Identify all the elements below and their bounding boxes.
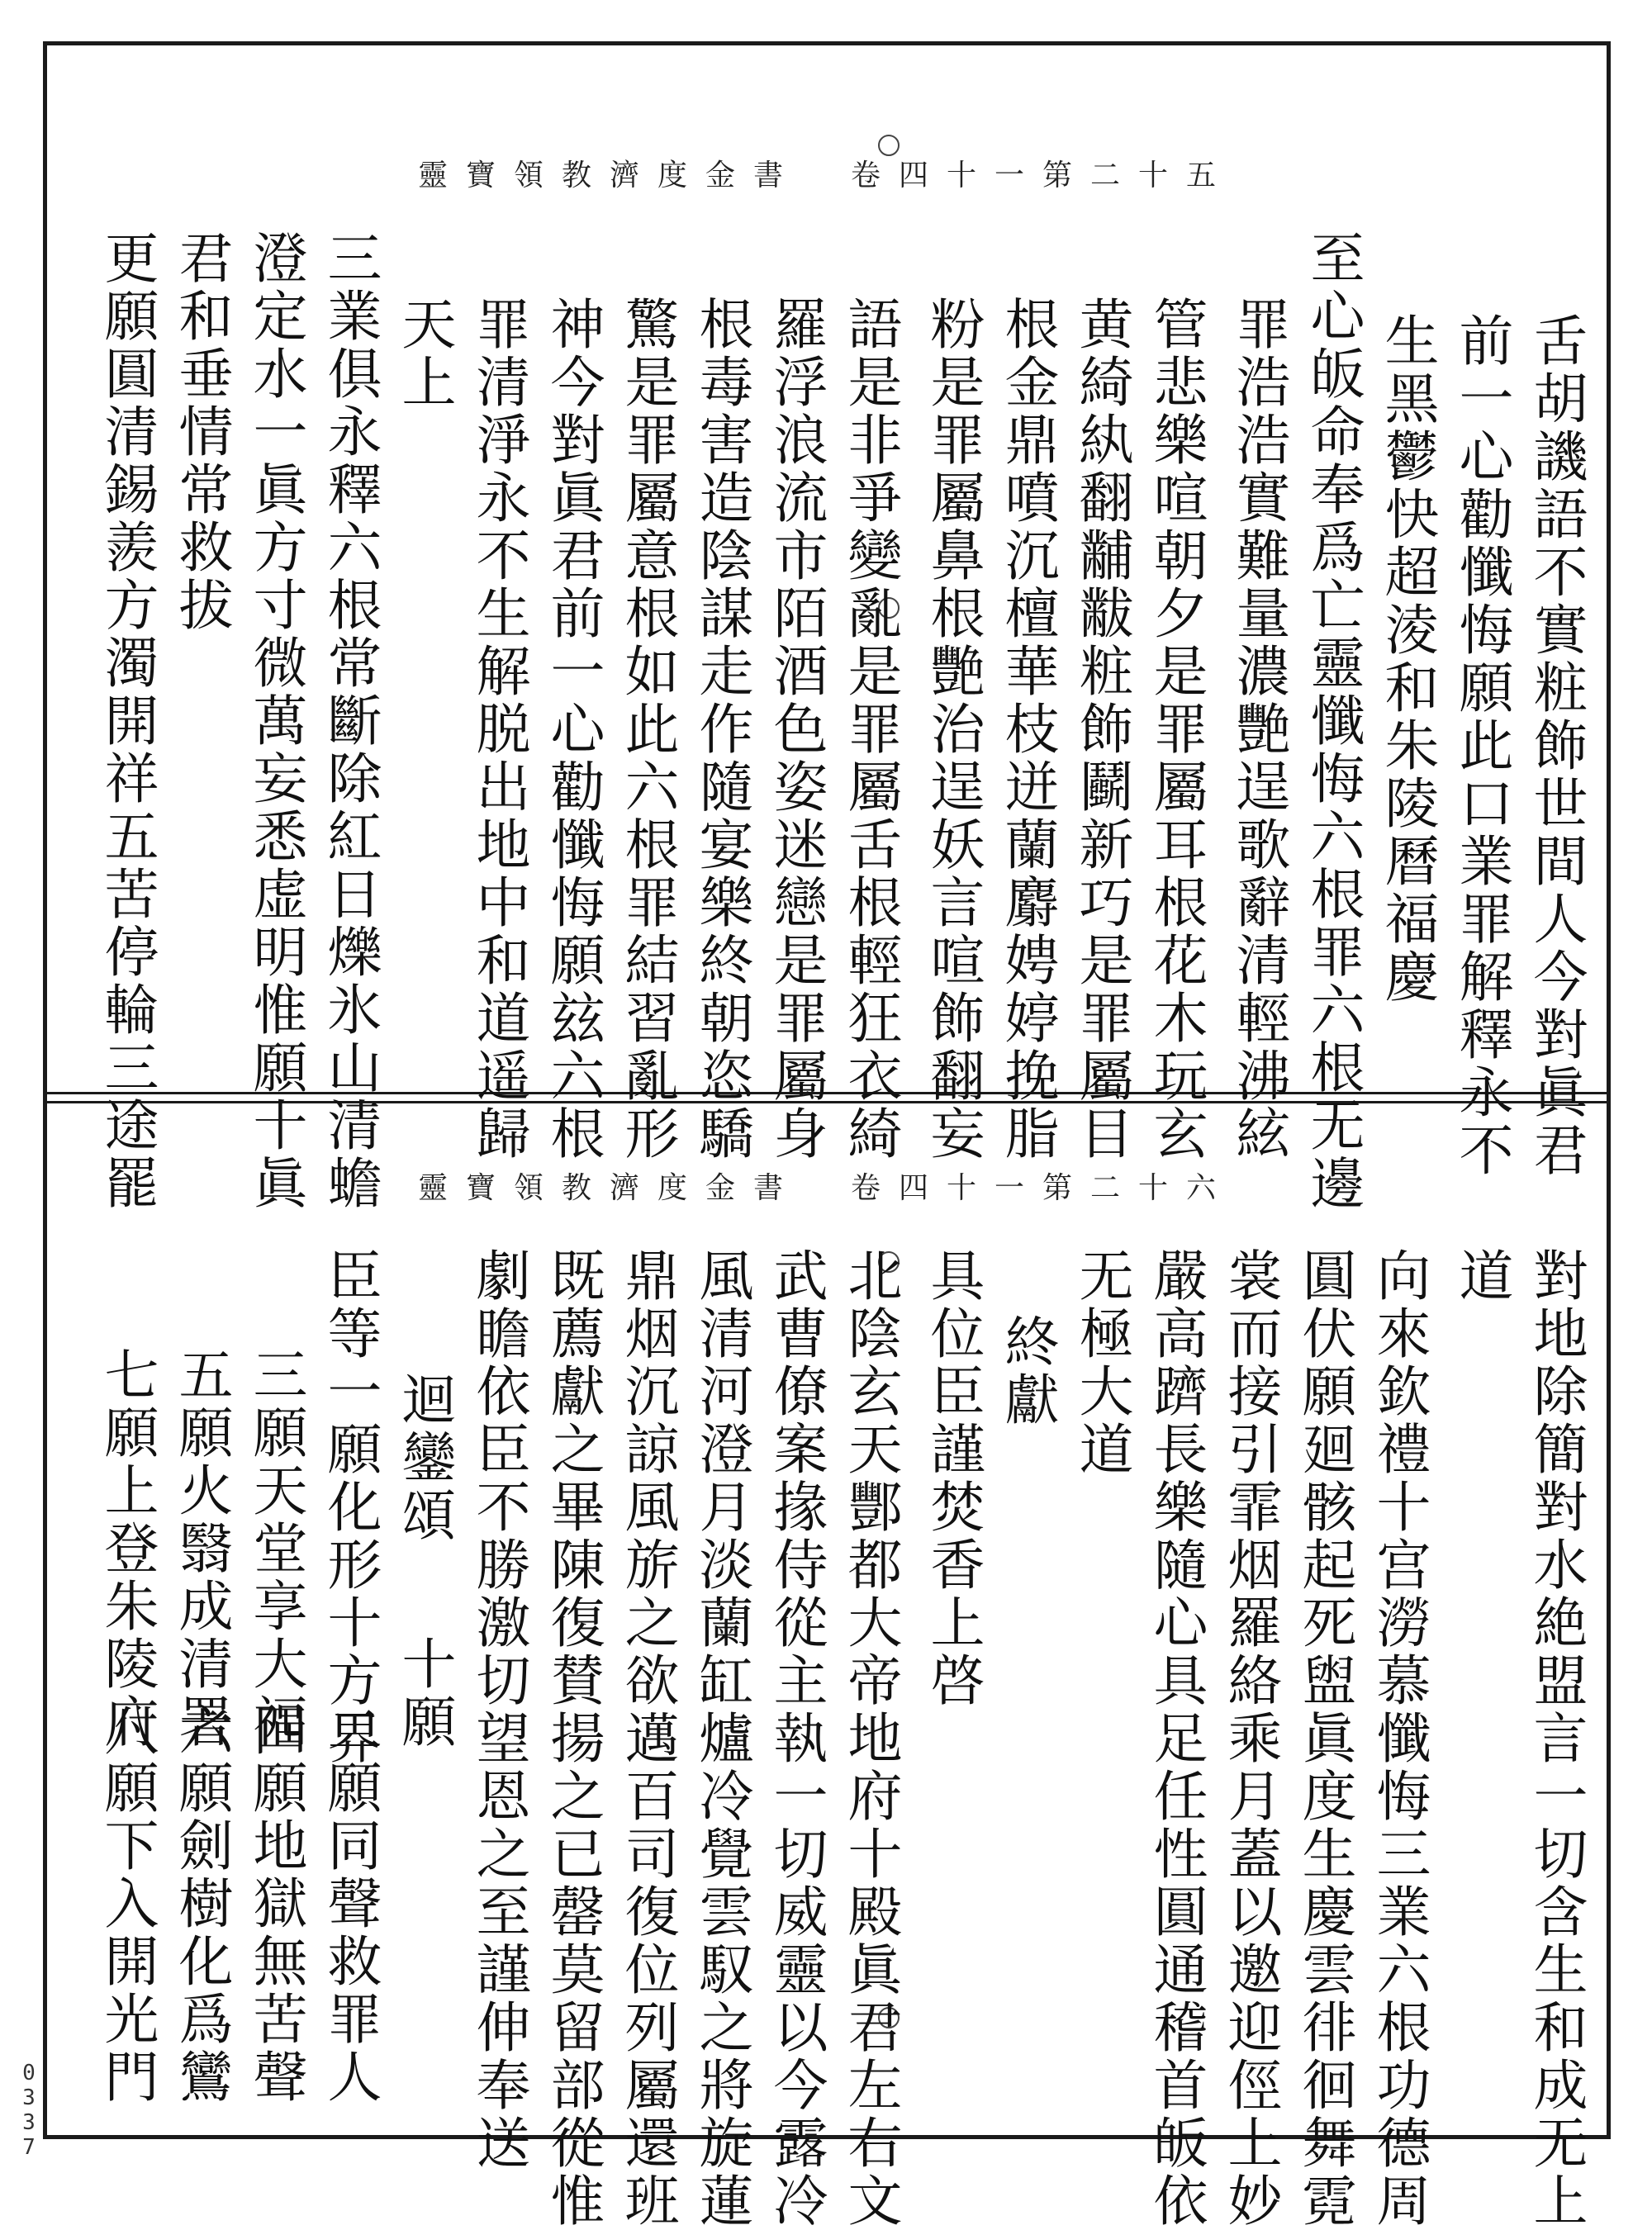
- text-column: 至心皈命奉爲亡靈懺悔六根罪六根无邊: [1301, 230, 1365, 1212]
- text-column: 裳而接引霏烟羅絡乘月蓋以邀迎俓上妙: [1218, 1247, 1282, 2230]
- text-column: 五願火翳成清署: [169, 1346, 233, 1751]
- text-column: 天上: [392, 296, 456, 411]
- text-column: 道: [1450, 1247, 1513, 1305]
- top-page-header: [50, 152, 1602, 194]
- text-column: 嚴高躋長樂隨心具足任性圓通稽首皈依: [1144, 1247, 1208, 2230]
- text-column: 黄綺紈翻黼黻粧飾鬬新巧是罪屬目: [1070, 296, 1133, 1163]
- text-column: 前一心勸懺悔願此口業罪解釋永不: [1450, 312, 1513, 1179]
- text-column: 鼎烟沉諒風旂之欲邁百司復位列屬還班: [615, 1247, 679, 2230]
- text-column: 二願同聲救罪人: [318, 1701, 382, 2106]
- text-column: 驚是罪屬意根如此六根罪結習亂形: [615, 296, 679, 1163]
- text-column: 圓伏願廻骸起死盥眞度生慶雲徘徊舞霓: [1293, 1247, 1356, 2230]
- text-column: 澄定水一眞方寸微萬妄悉虚明惟願十眞: [244, 230, 307, 1212]
- text-column: 三業俱永釋六根常斷除紅日爍氷山清蟾: [318, 230, 382, 1212]
- text-column: 羅浮浪流市陌酒色姿迷戀是罪屬身: [764, 296, 828, 1163]
- text-column: 終獻: [995, 1313, 1059, 1429]
- text-column: 生黑鬱快超淩和朱陵曆福慶: [1375, 312, 1439, 1006]
- text-column: 根毒害造陰謀走作隨宴樂終朝恣驕: [690, 296, 753, 1163]
- bottom-page: [50, 1107, 1602, 2230]
- text-column: 語是非爭變亂是罪屬舌根輕狂衣綺: [838, 296, 902, 1163]
- top-volume-label: 卷四十一第二十五: [851, 159, 1235, 192]
- text-column: 十願: [392, 1635, 456, 1751]
- text-column: 迴鑾頌: [392, 1371, 456, 1544]
- text-column: 粉是罪屬鼻根艷治逞妖言喧飾翻妄: [921, 296, 985, 1163]
- top-book-title: 靈寶領教濟度金書: [417, 159, 801, 192]
- text-column: 既薦獻之畢陳復賛揚之已罄莫留部從惟: [541, 1247, 605, 2230]
- text-column: 具位臣謹焚香上啓: [921, 1247, 985, 1710]
- text-column: 七願上登朱陵府: [95, 1346, 159, 1751]
- text-column: 武曹僚案掾侍從主執一切威靈以今露冷: [764, 1247, 828, 2230]
- bottom-volume-label: 卷四十一第二十六: [851, 1171, 1235, 1205]
- text-column: 向來欽禮十宫澇慕懺悔三業六根功德周: [1367, 1247, 1431, 2230]
- text-column: 風清河澄月淡蘭缸爐冷覺雲馭之將旋蓮: [690, 1247, 753, 2230]
- text-column: 六願劍樹化爲鸞: [169, 1701, 233, 2106]
- text-column: 四願地獄無苦聲: [244, 1701, 307, 2106]
- text-column: 臣等一願化形十方界: [318, 1247, 382, 1767]
- text-column: 罪浩浩實難量濃艷逞歌辭清輕沸絃: [1227, 296, 1290, 1163]
- text-column: 更願圓清錫羨方濁開祥五苦停輪三途罷: [95, 230, 159, 1212]
- text-column: 劇瞻依臣不勝激切望恩之至謹伸奉送: [467, 1247, 530, 2172]
- folio-number: 0337: [17, 2061, 41, 2160]
- text-column: 神今對眞君前一心勸懺悔願玆六根: [541, 296, 605, 1163]
- text-column: 八願下入開光門: [95, 1701, 159, 2106]
- text-column: 北陰玄天酆都大帝地府十殿眞君左右文: [838, 1247, 902, 2230]
- text-column: 舌胡譏語不實粧飾世間人今對眞君: [1524, 312, 1588, 1179]
- bottom-book-title: 靈寶領教濟度金書: [417, 1171, 801, 1205]
- text-column: 无極大道: [1070, 1247, 1133, 1478]
- text-column: 管悲樂喧朝夕是罪屬耳根花木玩玄: [1144, 296, 1208, 1163]
- text-column: 罪清淨永不生解脱出地中和道遥歸: [467, 296, 530, 1163]
- text-column: 三願天堂享大福: [244, 1346, 307, 1751]
- text-column: 君和垂情常救拔: [169, 230, 233, 634]
- bottom-page-header: [50, 1165, 1602, 1207]
- text-column: 根金鼎噴沉檀華枝迸蘭麝娉婷挽脂: [995, 296, 1059, 1163]
- text-column: 對地除簡對水絶盟言一切含生和成无上: [1524, 1247, 1588, 2230]
- binding-hole-icon: [878, 135, 900, 156]
